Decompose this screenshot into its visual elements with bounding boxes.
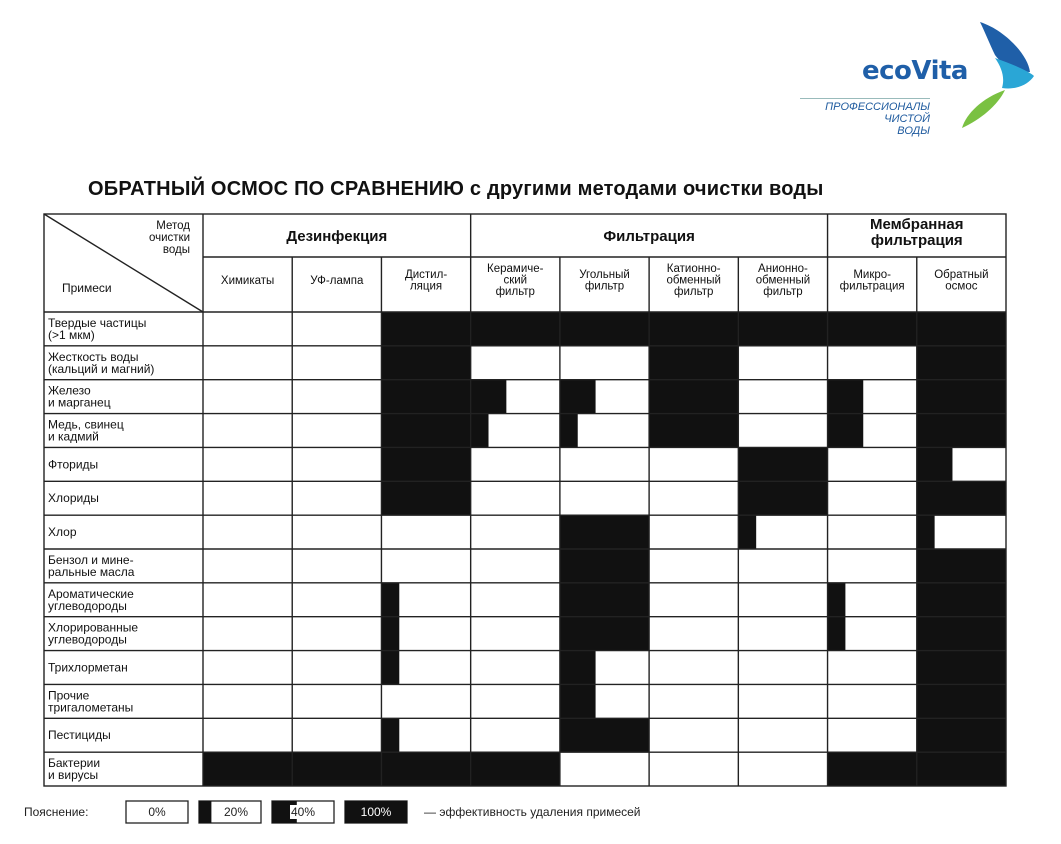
corner-impurities-label: Примеси: [62, 281, 112, 295]
column-header-9: осмос: [945, 280, 978, 293]
legend-label: Пояснение:: [24, 805, 89, 819]
cell-fill-r11-c9: [917, 651, 1006, 685]
cell-fill-r14-c2: [292, 752, 381, 786]
column-header-5: фильтр: [584, 280, 625, 293]
cell-fill-r6-c7: [738, 481, 827, 515]
cell-fill-r11-c5: [560, 651, 596, 685]
row-label-12: тригалометаны: [48, 700, 134, 715]
slogan-line-1: ПРОФЕССИОНАЛЫ: [825, 101, 930, 113]
cell-fill-r1-c9: [917, 312, 1006, 346]
table-border: [44, 214, 1006, 786]
cell-fill-r13-c9: [917, 718, 1006, 752]
cell-fill-r14-c4: [471, 752, 560, 786]
cell-fill-r9-c3: [381, 583, 399, 617]
column-header-7: обменный: [755, 274, 811, 287]
row-label-1: (>1 мкм): [48, 327, 95, 342]
legend-swatch-text-0: 0%: [148, 805, 166, 819]
group-header-2: Фильтрация: [603, 228, 695, 245]
cell-fill-r6-c9: [917, 481, 1006, 515]
cell-fill-r3-c3: [381, 380, 470, 414]
cell-fill-r6-c3: [381, 481, 470, 515]
cell-fill-r2-c6: [649, 346, 738, 380]
cell-fill-r4-c3: [381, 414, 470, 448]
row-label-2: (кальций и магний): [48, 361, 155, 376]
cell-fill-r1-c8: [828, 312, 917, 346]
cell-fill-r10-c9: [917, 617, 1006, 651]
group-header-3: Мембранная: [870, 216, 964, 233]
cell-fill-r5-c9: [917, 447, 953, 481]
legend-swatch-text-40: 40%: [290, 805, 316, 819]
row-label-6: Хлориды: [48, 491, 99, 506]
cell-fill-r12-c5: [560, 684, 596, 718]
cell-fill-r8-c9: [917, 549, 1006, 583]
cell-fill-r1-c7: [738, 312, 827, 346]
row-label-4: Медь, свинец: [48, 417, 124, 432]
row-label-8: ральные масла: [48, 564, 135, 579]
cell-fill-r9-c5: [560, 583, 649, 617]
cell-fill-r3-c8: [828, 380, 864, 414]
group-header-3: фильтрация: [870, 232, 963, 249]
row-label-10: углеводороды: [48, 632, 127, 647]
row-label-14: и вирусы: [48, 768, 99, 783]
row-label-7: Хлор: [48, 525, 77, 540]
row-label-12: Прочие: [48, 688, 90, 703]
cell-fill-r10-c5: [560, 617, 649, 651]
row-label-4: и кадмий: [48, 429, 99, 444]
brand-name: ecoVita: [862, 56, 968, 86]
page-title: ОБРАТНЫЙ ОСМОС ПО СРАВНЕНИЮ с другими методами очистки воды: [88, 178, 824, 200]
cell-fill-r1-c4: [471, 312, 560, 346]
cell-fill-r2-c9: [917, 346, 1006, 380]
column-header-3: ляция: [409, 280, 443, 293]
row-label-1: Твердые частицы: [48, 315, 147, 330]
cell-fill-r5-c7: [738, 447, 827, 481]
corner-method-label: Метод: [156, 220, 190, 232]
column-header-4: ский: [503, 274, 528, 287]
cell-fill-r7-c5: [560, 515, 649, 549]
row-label-9: Ароматические: [48, 586, 134, 601]
slogan-line-3: ВОДЫ: [897, 125, 930, 137]
cell-fill-r3-c9: [917, 380, 1006, 414]
cell-fill-r7-c9: [917, 515, 935, 549]
column-header-7: Анионно-: [758, 263, 808, 275]
cell-fill-r1-c3: [381, 312, 470, 346]
row-label-5: Фториды: [48, 457, 99, 472]
cell-fill-r4-c4: [471, 414, 489, 448]
column-header-6: Катионно-: [666, 263, 721, 275]
column-header-8: фильтрация: [839, 280, 905, 293]
legend-swatches: [22, 798, 782, 826]
row-label-14: Бактерии: [48, 756, 101, 771]
cell-fill-r4-c8: [828, 414, 864, 448]
cell-fill-r7-c7: [738, 515, 756, 549]
cell-fill-r5-c3: [381, 447, 470, 481]
column-header-1: Химикаты: [220, 275, 275, 287]
cell-fill-r1-c5: [560, 312, 649, 346]
row-label-2: Жесткость воды: [48, 349, 139, 364]
cell-fill-r9-c9: [917, 583, 1006, 617]
cell-fill-r13-c3: [381, 718, 399, 752]
row-label-13: Пестициды: [48, 728, 111, 743]
column-header-6: обменный: [666, 274, 721, 287]
column-header-5: Угольный: [579, 269, 630, 281]
column-header-9: Обратный: [934, 269, 989, 281]
column-header-3: Дистил-: [404, 269, 448, 281]
row-label-10: Хлорированные: [48, 620, 139, 635]
column-header-7: фильтр: [763, 286, 803, 298]
legend-swatch-text-100: 100%: [360, 805, 392, 819]
cell-fill-r10-c3: [381, 617, 399, 651]
group-header-1: Дезинфекция: [286, 228, 388, 245]
cell-fill-r2-c3: [381, 346, 470, 380]
cell-fill-r11-c3: [381, 651, 399, 685]
corner-method-label: воды: [162, 244, 190, 256]
cell-fill-r4-c6: [649, 414, 738, 448]
cell-fill-r4-c9: [917, 414, 1006, 448]
column-header-6: фильтр: [674, 286, 714, 298]
legend-swatch-fill-20: [199, 801, 211, 823]
column-header-2: УФ-лампа: [310, 275, 364, 287]
row-label-9: углеводороды: [48, 598, 127, 613]
column-header-4: фильтр: [495, 286, 535, 298]
column-header-8: Микро-: [853, 269, 891, 281]
cell-fill-r14-c9: [917, 752, 1006, 786]
row-label-3: Железо: [48, 383, 91, 398]
legend-suffix: — эффективность удаления примесей: [424, 805, 641, 819]
row-label-3: и марганец: [48, 395, 111, 410]
cell-fill-r9-c8: [828, 583, 846, 617]
legend: [22, 798, 782, 826]
cell-fill-r8-c5: [560, 549, 649, 583]
cell-fill-r1-c6: [649, 312, 738, 346]
cell-fill-r14-c8: [828, 752, 917, 786]
row-label-8: Бензол и мине-: [48, 552, 134, 567]
cell-fill-r3-c4: [471, 380, 507, 414]
cell-fill-r3-c5: [560, 380, 596, 414]
cell-fill-r13-c5: [560, 718, 649, 752]
cell-fill-r3-c6: [649, 380, 738, 414]
row-label-11: Трихлорметан: [48, 660, 128, 675]
column-header-4: Керамиче-: [487, 263, 544, 275]
cell-fill-r14-c1: [203, 752, 292, 786]
legend-swatch-text-20: 20%: [223, 805, 249, 819]
corner-method-label: очистки: [148, 232, 190, 244]
slogan-line-2: ЧИСТОЙ: [884, 113, 930, 125]
cell-fill-r4-c5: [560, 414, 578, 448]
cell-fill-r14-c3: [381, 752, 470, 786]
cell-fill-r10-c8: [828, 617, 846, 651]
cell-fill-r12-c9: [917, 684, 1006, 718]
